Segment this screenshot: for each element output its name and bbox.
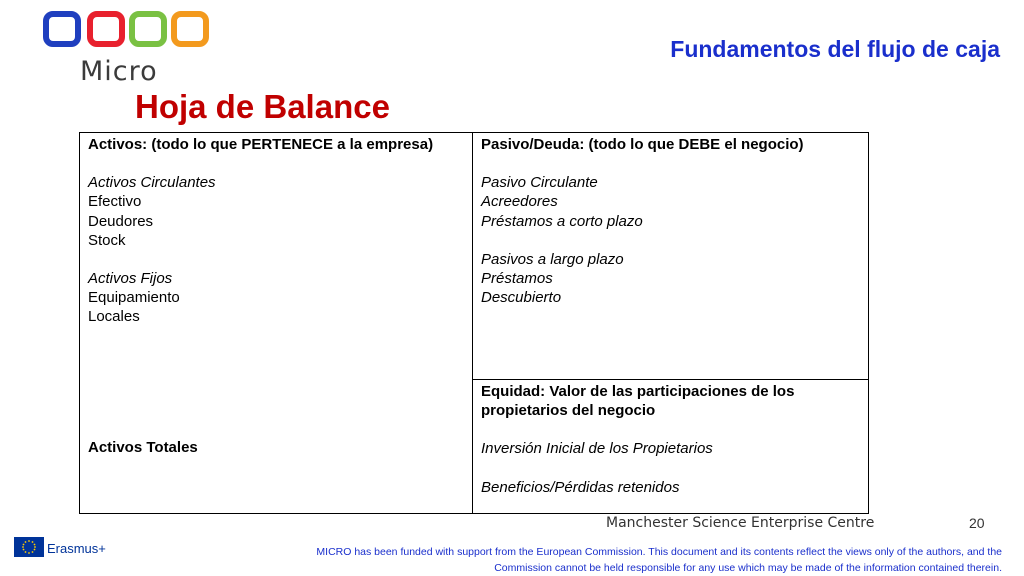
current-liabilities-label: Pasivo Circulante: [481, 174, 598, 192]
liabilities-equity-column: [473, 133, 868, 513]
assets-cell: [80, 133, 472, 329]
logo-square-red: [90, 14, 122, 44]
asset-item-premises: Locales: [88, 308, 140, 326]
asset-item-debtors: Deudores: [88, 212, 154, 230]
liabilities-cell: [473, 133, 868, 380]
liability-item-short-loans: Préstamos a corto plazo: [481, 212, 643, 230]
slide-title: Hoja de Balance: [135, 88, 390, 125]
liability-item-overdraft: Descubierto: [481, 289, 562, 307]
logo-square-green: [132, 14, 164, 44]
liabilities-heading: Pasivo/Deuda: (todo lo que DEBE el negocio): [481, 136, 804, 153]
total-assets-label: Activos Totales: [88, 439, 198, 456]
micro-logo-icon: [42, 10, 212, 50]
footer-org: Manchester Science Enterprise Centre: [606, 515, 875, 531]
fixed-assets-label: Activos Fijos: [88, 270, 173, 288]
assets-heading: Activos: (todo lo que PERTENECE a la empresa): [88, 136, 434, 153]
asset-item-equipment: Equipamiento: [88, 289, 180, 307]
eu-flag-icon: [14, 537, 44, 557]
logo-square-blue: [46, 14, 78, 44]
liability-item-loans: Préstamos: [481, 270, 553, 288]
current-assets-label: Activos Circulantes: [88, 174, 216, 192]
equity-heading: Equidad: Valor de las participaciones de los propietarios del negocio: [481, 383, 795, 420]
logo-square-orange: [174, 14, 206, 44]
equity-cell: [473, 380, 868, 513]
long-term-liabilities-label: Pasivos a largo plazo: [481, 250, 624, 268]
asset-item-cash: Efectivo: [88, 193, 142, 211]
equity-item-initial-investment: Inversión Inicial de los Propietarios: [481, 440, 713, 458]
equity-item-retained-earnings: Beneficios/Pérdidas retenidos: [481, 478, 680, 496]
funding-disclaimer: MICRO has been funded with support from the European Commission. This document and its contents reflect the views only of the authors, and the Commission cannot be held responsible for any use which may be made of the information contained therein.: [316, 546, 1002, 574]
liability-item-creditors: Acreedores: [481, 193, 558, 211]
assets-column: [80, 133, 473, 513]
logo-text: Micro: [80, 56, 158, 87]
page-number: 20: [969, 515, 985, 531]
header-subtitle: Fundamentos del flujo de caja: [670, 36, 1000, 62]
asset-item-stock: Stock: [88, 231, 126, 249]
balance-sheet-table: [79, 132, 869, 514]
erasmus-logo-text: Erasmus+: [47, 541, 106, 556]
